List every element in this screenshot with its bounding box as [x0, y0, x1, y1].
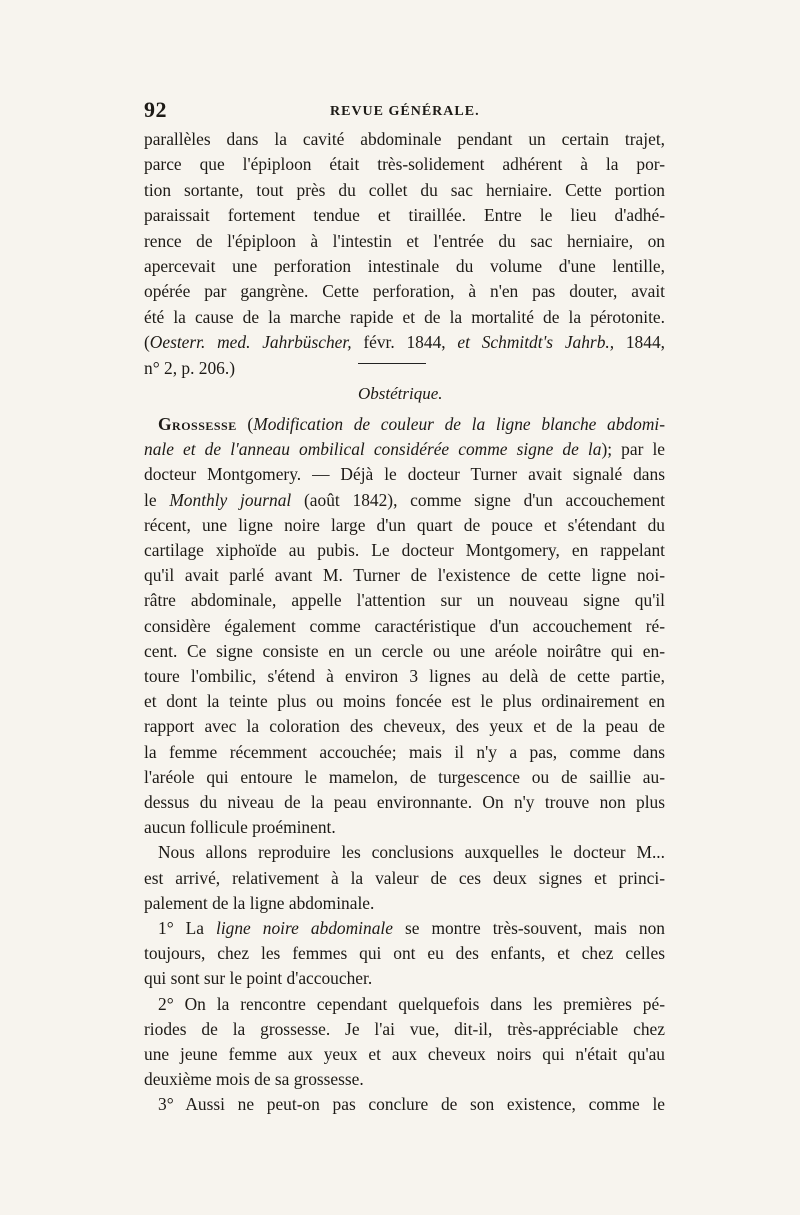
text-line: rapport avec la coloration des cheveux, des yeux et de la peau de: [144, 716, 665, 737]
text-line: deuxième mois de sa grossesse.: [144, 1069, 364, 1090]
text-line: dessus du niveau de la peau environnante. On n'y trouve non plus: [144, 792, 665, 813]
text-line: apercevait une perforation intestinale du volume d'une lentille,: [144, 256, 665, 277]
text-line: la femme récemment accouchée; mais il n'y a pas, comme dans: [144, 741, 665, 762]
citation-line: n° 2, p. 206.): [144, 357, 236, 378]
page-number: 92: [144, 97, 167, 122]
text-line: tion sortante, tout près du collet du sac herniaire. Cette portion: [144, 179, 665, 200]
text-line: et dont la teinte plus ou moins foncée est le plus ordinairement en: [144, 691, 665, 712]
text-line: opérée par gangrène. Cette perforation, à n'en pas douter, avait: [144, 281, 665, 302]
text-line: riodes de la grossesse. Je l'ai vue, dit-il, très-appréciable chez: [144, 1018, 665, 1039]
term-italic: ligne noire abdominale: [216, 918, 393, 939]
list-item: 2° On la rencontre cependant quelquefois dans les premières pé-: [158, 993, 665, 1014]
article-heading-line: [144, 437, 665, 462]
section-divider: [358, 363, 426, 364]
text-line: rence de l'épiploon à l'intestin et l'entrée du sac herniaire, on: [144, 230, 665, 251]
citation-date: févr. 1844,: [351, 332, 458, 353]
text-line: cartilage xiphoïde au pubis. Le docteur Montgomery, en rappelant: [144, 540, 665, 561]
citation-open: (: [144, 332, 150, 353]
text-line: est arrivé, relativement à la valeur de ces deux signes et princi-: [144, 867, 665, 888]
text-line: une jeune femme aux yeux et aux cheveux noirs qui n'était qu'au: [144, 1044, 665, 1065]
text-line: récent, une ligne noire large d'un quart de pouce et s'étendant du: [144, 514, 665, 535]
text-line: toujours, chez les femmes qui ont eu des enfants, et chez celles: [144, 943, 665, 964]
text-fragment: le: [144, 489, 170, 510]
text-fragment: (août 1842), comme signe d'un accouchement: [291, 489, 666, 510]
text-fragment: 1° La: [158, 918, 216, 939]
text-line: qui sont sur le point d'accoucher.: [144, 968, 373, 989]
running-head: REVUE GÉNÉRALE.: [330, 104, 480, 119]
text-fragment: se montre très-souvent, mais non: [392, 918, 666, 939]
article-subtitle: Modification de couleur de la ligne blanche abdomi-: [253, 414, 665, 434]
section-title: Obstétrique.: [358, 384, 443, 403]
text-line: parallèles dans la cavité abdominale pendant un certain trajet,: [144, 129, 665, 149]
text-line: toure l'ombilic, s'étend à environ 3 lignes au delà de cette partie,: [144, 666, 665, 687]
text-line: râtre abdominale, appelle l'attention sur un nouveau signe qu'il: [144, 590, 665, 611]
text-line: paraissait fortement tendue et tiraillée. Entre le lieu d'adhé-: [144, 205, 665, 226]
text-line: palement de la ligne abdominale.: [144, 892, 375, 913]
paragraph-continuation: [144, 127, 665, 381]
article-subtitle: nale et de l'anneau ombilical considérée comme signe de la: [144, 439, 602, 460]
citation-journal: Oesterr. med. Jahrbüscher,: [149, 332, 352, 353]
heading-tail: ); par le: [601, 439, 666, 460]
text-line: l'aréole qui entoure le mamelon, de turgescence ou de saillie au-: [144, 766, 665, 787]
list-item: [144, 916, 665, 941]
text-line: Nous allons reproduire les conclusions auxquelles le docteur M...: [158, 842, 665, 863]
article-heading: Grossesse: [158, 414, 237, 434]
list-item: 3° Aussi ne peut-on pas conclure de son existence, comme le: [158, 1094, 665, 1115]
text-line: [144, 488, 665, 513]
heading-paren: (: [236, 414, 254, 434]
text-line: qu'il avait parlé avant M. Turner de l'existence de cette ligne noi-: [144, 565, 665, 586]
article-heading-line: [144, 412, 665, 437]
text-line: cent. Ce signe consiste en un cercle ou une aréole noirâtre qui en-: [144, 640, 665, 661]
text-line: docteur Montgomery. — Déjà le docteur Turner avait signalé dans: [144, 464, 665, 485]
article-body: [144, 412, 665, 1118]
text-line: été la cause de la marche rapide et de la mortalité de la pérotonite.: [144, 306, 665, 327]
citation-year: 1844,: [614, 332, 665, 353]
journal-title: Monthly journal: [169, 489, 292, 510]
text-line: considère également comme caractéristique d'un accouchement ré-: [144, 615, 665, 636]
citation-line: [144, 330, 665, 355]
text-line: aucun follicule proéminent.: [144, 817, 336, 838]
text-line: parce que l'épiploon était très-solidement adhérent à la por-: [144, 154, 665, 175]
citation-journal: et Schmitdt's Jahrb.,: [457, 332, 615, 353]
